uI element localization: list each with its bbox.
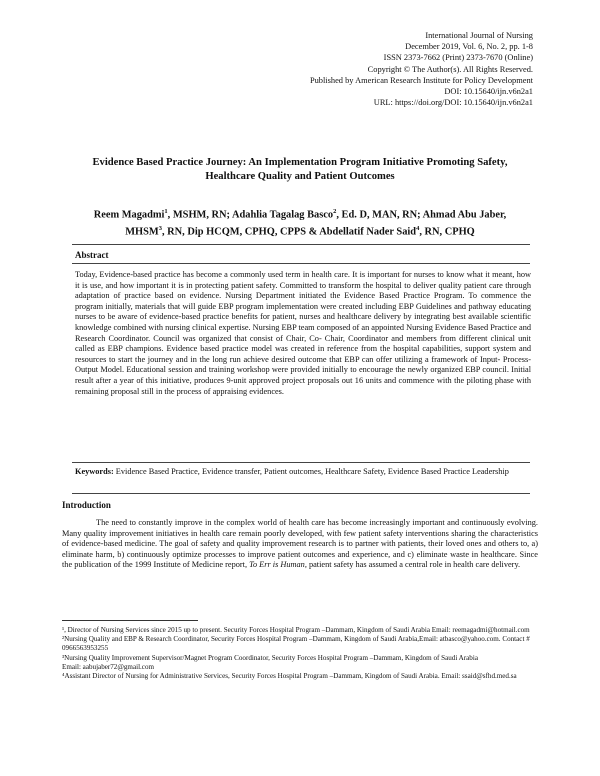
journal-url[interactable]: URL: https://doi.org/DOI: 10.15640/ijn.v6n2a1 (373, 98, 533, 108)
journal-publisher: Published by American Research Institute for Policy Development (309, 75, 533, 85)
footnote-4: ⁴Assistant Director of Nursing for Administrative Services, Security Forces Hospital Program –Dammam, Kingdom of Saudi Arabia. Email: ssaid@sfhd.med.sa (62, 672, 517, 681)
author-3-credentials: , RN, Dip HCQM, CPHQ, CPPS & Abdellatif Nader Said (161, 226, 417, 238)
keywords-label: Keywords: (75, 467, 114, 476)
abstract-heading-rule (72, 263, 530, 264)
author-1-credentials: , MSHM, RN; Adahlia Tagalag Basco (167, 209, 334, 221)
footnote-2: ²Nursing Quality and EBP & Research Coordinator, Security Forces Hospital Program –Dammam, Kingdom of Saudi Arabia,Email: atbasco@yahoo.com. Contact # 0966563953255 (62, 635, 530, 653)
author-3-mark: 3 (158, 225, 162, 233)
introduction-heading: Introduction (62, 500, 111, 510)
introduction-text (62, 518, 538, 571)
introduction-paragraph (62, 518, 538, 571)
author-1: Reem Magadmi (93, 209, 165, 221)
paper-title (60, 156, 540, 183)
author-4-credentials: , RN, CPHQ (419, 226, 475, 238)
author-1-mark: 1 (164, 208, 168, 215)
footnote-3: ³Nursing Quality Improvement Supervisor/Magnet Program Coordinator, Security Forces Hospital Program –Dammam, Kingdom of Saudi Arabia (62, 653, 478, 662)
title-line-1: Evidence Based Practice Journey: An Implementation Program Initiative Promoting Safety, (92, 157, 508, 168)
footnote-1: ¹, Director of Nursing Services since 2015 up to present. Security Forces Hospital Program –Dammam, Kingdom of Saudi Arabia Email: reemagadmi@hotmail.com (62, 626, 530, 634)
author-4-mark: 4 (416, 225, 420, 233)
authors-line-1 (60, 205, 540, 222)
journal-doi: DOI: 10.15640/ijn.v6n2a1 (444, 87, 533, 97)
keywords-top-rule (72, 462, 530, 463)
footnote-3-email: Email: aabujaber72@gmail.com (62, 662, 155, 671)
title-line-2: Healthcare Quality and Patient Outcomes (205, 170, 395, 182)
journal-issue: December 2019, Vol. 6, No. 2, pp. 1-8 (405, 42, 533, 52)
keywords-text: Evidence Based Practice, Evidence transfer, Patient outcomes, Healthcare Safety, Evidence Based Practice Leadership (113, 467, 509, 476)
keywords-bottom-rule (72, 493, 530, 494)
journal-name: International Journal of Nursing (425, 31, 533, 40)
introduction-p1-italic: To Err is Human (249, 560, 305, 570)
journal-header (310, 30, 533, 108)
authors-line-2 (60, 222, 540, 239)
journal-issn: ISSN 2373-7662 (Print) 2373-7670 (Online) (383, 53, 533, 63)
author-2-credentials: , Ed. D, MAN, RN; Ahmad Abu Jaber, (336, 209, 507, 221)
footnotes (62, 626, 538, 681)
abstract-heading: Abstract (75, 250, 109, 260)
author-3-credentials-start: MHSM (125, 226, 159, 238)
author-list (60, 205, 540, 240)
introduction-p1-text: The need to constantly improve in the complex world of health care has become increasingly important and continuously evolving. Many quality improvement initiatives in health care remain poorly developed, with few patient safety interventions sharing the characteristics of evidence-based medicine. The goal of safety and quality improvement research is to partner with patients, their loved ones and others to, a) eliminate harm, b) continuously optimize processes to improve patient outcomes and experience, and c) eliminate waste in healthcare. Since the publication of the 1999 Institute of Medicine report, (62, 518, 538, 570)
footnote-rule (62, 620, 198, 621)
journal-copyright: Copyright © The Author(s). All Rights Reserved. (367, 64, 533, 74)
author-2-mark: 2 (333, 208, 337, 215)
abstract-text: Today, Evidence-based practice has become a commonly used term in health care. It is important for nurses to know what it meant, how it is use, and how important it is in protecting patient safety. Committed to transform the hospital to deliver quality patient care through adaptation of practice based on evidence. Nursing Department initiated the Evidence Based Practice Program. To commence the program initially, materials that will guide EBP program implementation were created including EBP Guidelines and pathway educating nurses to be aware of evidence-based practice benefits for patient, nurses and healthcare delivery by integrating best available scientific knowledge combined with nursing clinical expertise. Nursing EBP team composed of an appointed Nursing Evidence Based Practice and Research Coordinator. Council was organized that consist of Chair, Co- Chair, Coordinator and members from different clinical unit called as EBP champions. Evidence based practice model was created in reference from the hospital capabilities, support system and resources to start the journey and in the long run achieve desired outcome that EBP can offer utilizing a framework of Input- Process-Output Model. Educational session and training workshop were provided initially to encourage the newly organized EBP council. Initial result after a year of this initiative, produces 9-unit approved project proposals out 16 units and commence with the piloting phase with remaining proposal still in the process of appraising evidences. (75, 270, 531, 396)
keywords (75, 467, 531, 478)
abstract-top-rule (72, 244, 530, 245)
introduction-p1-end: , patient safety has assumed a central role in health care delivery. (304, 560, 521, 570)
